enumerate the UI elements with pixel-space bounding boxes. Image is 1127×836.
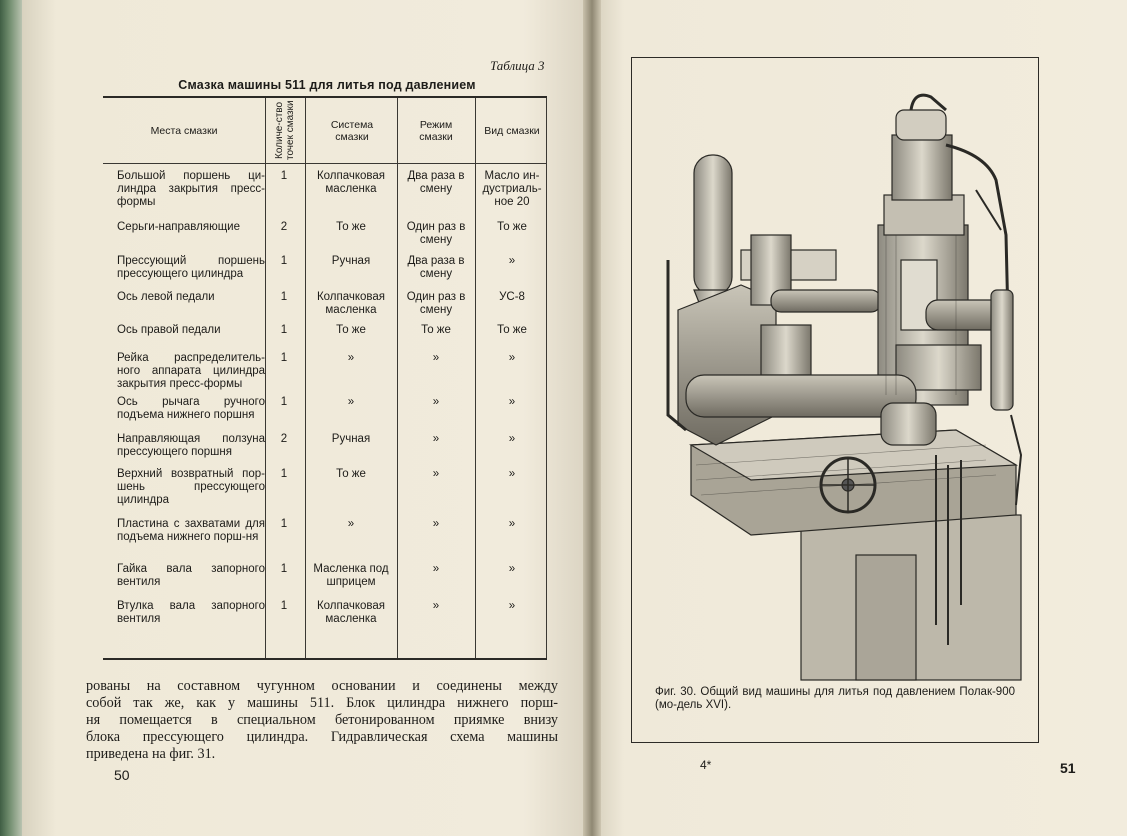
- cell-type: То же: [497, 324, 527, 336]
- cell-count: 1: [280, 600, 288, 612]
- cell-type: »: [508, 518, 516, 530]
- cell-system: То же: [336, 324, 366, 336]
- cell-type: »: [508, 352, 516, 364]
- cell-type: »: [508, 255, 516, 267]
- cell-count: 1: [280, 518, 288, 530]
- cell-count: 1: [280, 255, 288, 267]
- cell-mode: »: [432, 468, 440, 480]
- cell-type: »: [508, 563, 516, 575]
- body-line: приведена на фиг. 31.: [86, 746, 216, 762]
- cell-count: 1: [280, 396, 288, 408]
- cell-count: 1: [280, 170, 288, 182]
- cell-count: 1: [280, 352, 288, 364]
- cell-count: 1: [280, 468, 288, 480]
- table-title: Смазка машины 511 для литья под давлением: [178, 78, 476, 92]
- cell-mode: То же: [421, 324, 451, 336]
- cell-system: Ручная: [331, 255, 371, 267]
- figure-caption: Фиг. 30. Общий вид машины для литья под давлением Полак-900 (мо-дель XVI).: [655, 686, 1015, 711]
- cell-mode: Один раз в смену: [406, 291, 466, 316]
- cell-system: То же: [336, 221, 366, 233]
- cell-type: »: [508, 600, 516, 612]
- cell-mode: »: [432, 352, 440, 364]
- cell-place: Ось правой педали: [117, 324, 221, 336]
- header-count: Количе-ство точек смазки: [274, 100, 296, 161]
- cell-place: Рейка распределитель-ного аппарата цилиндра закрытия пресс-формы: [117, 352, 265, 390]
- cell-count: 2: [280, 221, 288, 233]
- book-cover-edge: [0, 0, 22, 836]
- cell-count: 1: [280, 291, 288, 303]
- cell-mode: »: [432, 396, 440, 408]
- body-line: блока прессующего цилиндра. Гидравлическая схема машины: [86, 729, 558, 745]
- body-line: ня помещается в специальном бетонированном приямке внизу: [86, 712, 558, 728]
- lubrication-table: [103, 96, 547, 660]
- cell-place: Большой поршень ци-линдра закрытия пресс-формы: [117, 170, 265, 208]
- cell-system: Колпачковая масленка: [316, 170, 386, 195]
- cell-mode: Один раз в смену: [406, 221, 466, 246]
- cell-place: Втулка вала запорного вентиля: [117, 600, 265, 625]
- cell-type: То же: [497, 221, 527, 233]
- cell-place: Пластина с захватами для подъема нижнего порш-ня: [117, 518, 265, 543]
- cell-mode: »: [432, 600, 440, 612]
- cell-place: Ось левой педали: [117, 291, 215, 303]
- cell-count: 1: [280, 324, 288, 336]
- cell-mode: »: [432, 563, 440, 575]
- book-gutter: [583, 0, 601, 836]
- cell-mode: »: [432, 433, 440, 445]
- cell-system: »: [347, 352, 355, 364]
- header-system: Система смазки: [330, 118, 374, 143]
- cell-mode: Два раза в смену: [407, 170, 465, 195]
- cell-count: 1: [280, 563, 288, 575]
- cell-place: Прессующий поршень прессующего цилиндра: [117, 255, 265, 280]
- cell-system: Колпачковая масленка: [316, 291, 386, 316]
- body-line: собой так же, как у машины 511. Блок цилиндра нижнего порш-: [86, 695, 558, 711]
- cell-count: 2: [280, 433, 288, 445]
- table-number: Таблица 3: [490, 58, 545, 73]
- machine-illustration: [656, 85, 1026, 685]
- cell-type: УС-8: [499, 291, 525, 303]
- cell-place: Серьги-направляющие: [117, 221, 240, 233]
- page-number-right: 51: [1060, 760, 1076, 776]
- header-type: Вид смазки: [484, 124, 540, 137]
- cell-type: »: [508, 433, 516, 445]
- cell-system: »: [347, 396, 355, 408]
- cell-type: »: [508, 396, 516, 408]
- cell-place: Гайка вала запорного вентиля: [117, 563, 265, 588]
- cell-system: Ручная: [331, 433, 371, 445]
- page-number-left: 50: [114, 767, 130, 783]
- cell-place: Ось рычага ручного подъема нижнего поршня: [117, 396, 265, 421]
- body-line: рованы на составном чугунном основании и соединены между: [86, 678, 558, 694]
- cell-system: Колпачковая масленка: [316, 600, 386, 625]
- cell-system: Масленка под шприцем: [313, 563, 389, 588]
- cell-mode: »: [432, 518, 440, 530]
- cell-place: Направляющая ползуна прессующего поршня: [117, 433, 265, 458]
- cell-type: Масло ин-дустриаль-ное 20: [482, 170, 542, 208]
- cell-type: »: [508, 468, 516, 480]
- cell-system: То же: [336, 468, 366, 480]
- cell-system: »: [347, 518, 355, 530]
- cell-mode: Два раза в смену: [407, 255, 465, 280]
- body-paragraph: [86, 678, 558, 763]
- cell-place: Верхний возвратный пор-шень прессующего цилиндра: [117, 468, 265, 506]
- header-mode: Режим смазки: [419, 118, 453, 143]
- signature-mark: 4*: [700, 758, 712, 772]
- header-place: Места смазки: [150, 124, 218, 137]
